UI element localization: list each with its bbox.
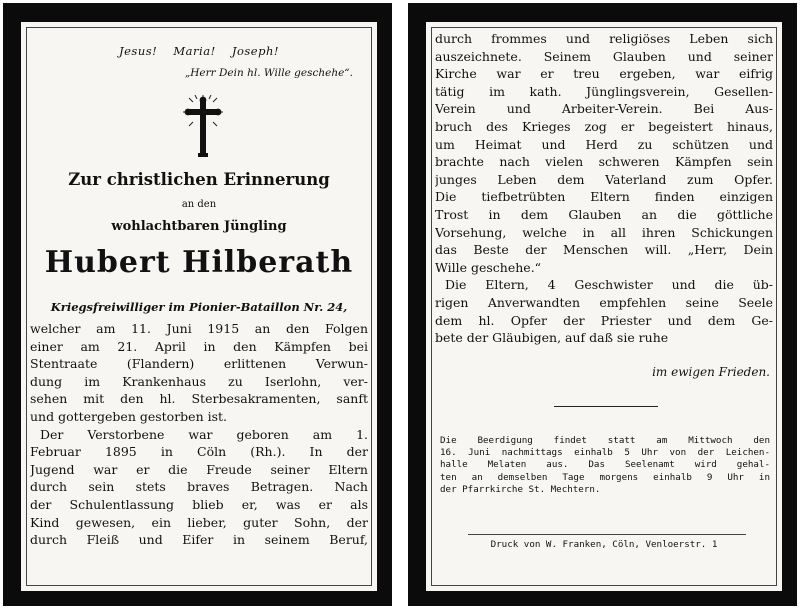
- text-line: auszeichnete. Seinem Glauben und seiner: [435, 48, 773, 64]
- text-line: rigen Anverwandten empfehlen seine Seele: [435, 294, 773, 310]
- text-line: der Schulentlassung blieb er, was er als: [30, 496, 368, 512]
- text-line: brachte nach vielen schweren Kämpfen sein: [435, 154, 773, 170]
- left-panel: [3, 3, 392, 606]
- divider: [554, 406, 658, 407]
- text-line: durch sein stets braves Betragen. Nach: [30, 479, 368, 495]
- text-line: Februar 1895 in Cöln (Rh.). In der: [30, 444, 368, 460]
- notice-line: ten an demselben Tage morgens einhalb 9 Uhr in: [440, 471, 770, 483]
- text-line: Vorsehung, welche in all ihren Schickungen: [435, 224, 773, 240]
- closing-phrase: im ewigen Frieden.: [652, 365, 770, 379]
- notice-line: halle Melaten aus. Das Seelenamt wird gehal-: [440, 459, 770, 471]
- motto: „Herr Dein hl. Wille geschehe“.: [184, 67, 353, 79]
- text-line: einer am 21. April in den Kämpfen bei: [30, 338, 368, 354]
- text-line: Stentraate (Flandern) erlittenen Verwun-: [30, 356, 368, 372]
- military-rank: Kriegsfreiwilliger im Pionier-Bataillon Nr. 24,: [50, 300, 348, 314]
- printer-rule: [468, 534, 746, 535]
- text-line: welcher am 11. Juni 1915 an den Folgen: [30, 321, 368, 336]
- subheading-youth: wohlachtbaren Jüngling: [111, 219, 287, 234]
- text-line: durch Fleiß und Eifer in seinem Beruf,: [30, 532, 368, 548]
- right-panel: [408, 3, 797, 606]
- right-card: [426, 22, 782, 591]
- text-line: Die tiefbetrübten Eltern finden einzigen: [435, 189, 773, 205]
- left-body-text: [30, 320, 368, 549]
- notice-line: der Pfarrkirche St. Mechtern.: [440, 483, 601, 495]
- text-line: Kind gewesen, ein lieber, guter Sohn, der: [30, 514, 368, 530]
- text-line: junges Leben dem Vaterland zum Opfer.: [435, 171, 773, 187]
- right-body-text: [435, 30, 773, 347]
- subheading-an-den: an den: [181, 199, 217, 210]
- text-line: dung im Krankenhaus zu Iserlohn, ver-: [30, 373, 368, 389]
- text-line: Verein und Arbeiter-Verein. Bei Aus-: [435, 101, 773, 117]
- invocation: Jesus! Maria! Joseph!: [119, 44, 279, 58]
- text-line: Die Eltern, 4 Geschwister und die üb-: [445, 277, 773, 293]
- notice-line: 16. Juni nachmittags einhalb 5 Uhr von der Leichen-: [440, 447, 770, 459]
- text-line: bete der Gläubigen, auf daß sie ruhe: [435, 330, 669, 346]
- text-line: sehen mit den hl. Sterbesakramenten, sanft: [30, 391, 368, 407]
- text-line: bruch des Krieges zog er begeistert hinaus,: [435, 118, 773, 134]
- deceased-name: Hubert Hilberath: [44, 245, 354, 280]
- text-line: Kirche war er treu ergeben, war eifrig: [435, 66, 773, 82]
- text-line: um Heimat und Herd zu schützen und: [435, 136, 773, 152]
- text-line: tätig im kath. Jünglingsverein, Gesellen-: [435, 83, 773, 99]
- cross-icon: [181, 95, 225, 159]
- text-line: Jugend war er die Freude seiner Eltern: [30, 461, 368, 477]
- text-line: das Beste der Menschen will. „Herr, Dein: [435, 242, 773, 258]
- heading: Zur christlichen Erinnerung: [68, 170, 330, 189]
- text-line: Wille geschehe.“: [435, 259, 542, 275]
- text-line: dem hl. Opfer der Priester und dem Ge-: [435, 312, 773, 328]
- text-line: durch frommes und religiöses Leben sich: [435, 31, 773, 46]
- left-card: [21, 22, 377, 591]
- text-line: und gottergeben gestorben ist.: [30, 408, 228, 424]
- printer-imprint: Druck von W. Franken, Cöln, Venloerstr. 1: [490, 539, 718, 550]
- notice-line: Die Beerdigung findet statt am Mittwoch den: [440, 435, 770, 446]
- text-line: Trost in dem Glauben an die göttliche: [435, 206, 773, 222]
- text-line: Der Verstorbene war geboren am 1.: [40, 426, 368, 442]
- funeral-notice: [440, 435, 770, 496]
